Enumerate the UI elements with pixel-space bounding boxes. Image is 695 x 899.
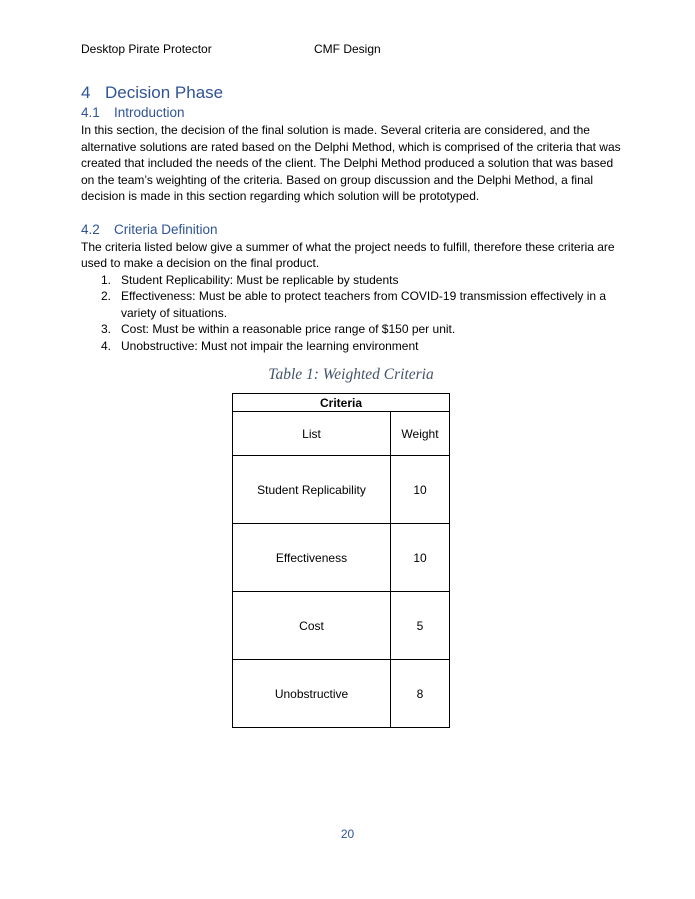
criteria-number: 4.2 [81, 221, 100, 237]
table-row [233, 592, 450, 660]
list-marker: 3. [101, 322, 112, 336]
criteria-list [81, 272, 621, 355]
intro-number: 4.1 [81, 105, 100, 120]
criteria-paragraph: The criteria listed below give a summer of what the project needs to fulfill, therefore these criteria are used to make a decision on the final product. [81, 239, 615, 270]
header-document-title: Desktop Pirate Protector [81, 42, 212, 56]
list-item [81, 321, 621, 338]
criteria-title: Criteria Definition [114, 221, 218, 237]
intro-paragraph: In this section, the decision of the final solution is made. Several criteria are considered, and the alternative solutions are rated based on the Delphi Method, which is comprised of the criteria that was created that included the needs of the client. The Delphi Method produced a solution that was based on the team’s weighting of the criteria. Based on group discussion and the Delphi Method, a final decision is made in this section regarding which solution will be prototyped. [81, 123, 621, 203]
list-item-text: Effectiveness: Must be able to protect teachers from COVID-19 transmission effectively in a variety of situations. [121, 289, 607, 320]
list-item-text: Cost: Must be within a reasonable price range of $150 per unit. [121, 322, 456, 336]
column-header-weight: Weight [391, 412, 450, 456]
criterion-weight: 10 [391, 456, 450, 524]
weighted-criteria-table [232, 393, 450, 728]
table-row [233, 524, 450, 592]
list-marker: 4. [101, 338, 112, 353]
list-marker: 2. [101, 289, 112, 303]
list-item-text: Student Replicability: Must be replicable by students [121, 272, 399, 287]
table-row [233, 456, 450, 524]
intro-heading [81, 104, 621, 122]
section-title: Decision Phase [105, 83, 224, 102]
criterion-weight: 10 [391, 524, 450, 592]
page-content [81, 82, 621, 728]
criterion-name: Cost [233, 592, 391, 660]
table-title: Criteria [233, 394, 450, 412]
table-caption: Table 1: Weighted Criteria [268, 366, 434, 383]
criterion-name: Student Replicability [233, 456, 391, 524]
page-number: 20 [340, 827, 355, 841]
section-heading [81, 82, 621, 104]
list-item [81, 338, 621, 355]
list-item-text: Unobstructive: Must not impair the learning environment [121, 338, 419, 353]
criterion-name: Unobstructive [233, 660, 391, 728]
list-item [81, 272, 621, 289]
criterion-weight: 5 [391, 592, 450, 660]
criteria-heading [81, 221, 621, 239]
list-item [81, 288, 621, 321]
table-row [233, 660, 450, 728]
list-marker: 1. [101, 272, 112, 287]
intro-title: Introduction [114, 105, 185, 120]
criterion-weight: 8 [391, 660, 450, 728]
criterion-name: Effectiveness [233, 524, 391, 592]
header-team-name: CMF Design [314, 42, 381, 56]
column-header-list: List [233, 412, 391, 456]
section-number: 4 [81, 83, 91, 102]
